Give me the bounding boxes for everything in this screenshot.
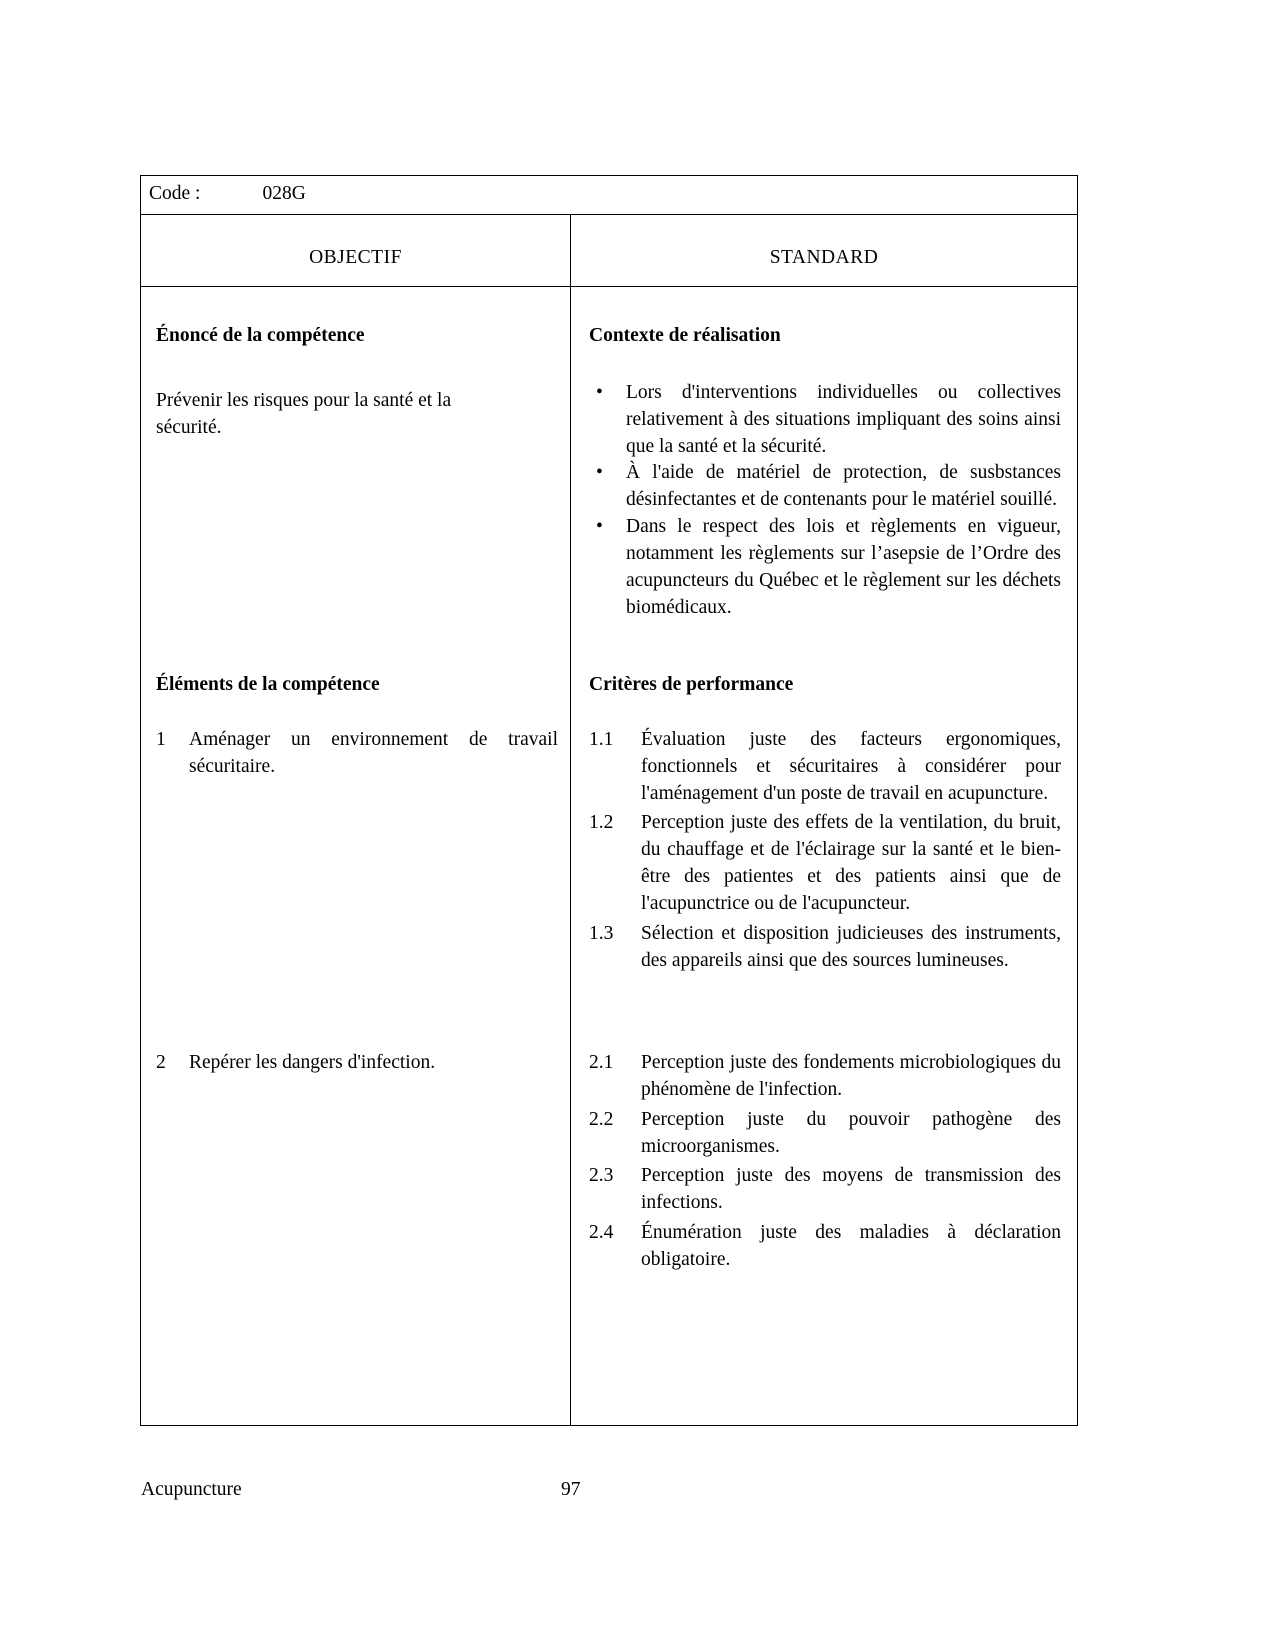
critere-text: Perception juste des effets de la ventilation, du bruit, du chauffage et de l'éclairage sur la santé et le bien-être des patientes et des patients ainsi que de l'acupunctrice ou de l'acupuncteur. (641, 812, 1061, 915)
table-body (141, 287, 1077, 1425)
contexte-heading: Contexte de réalisation (589, 324, 781, 346)
elements-heading: Éléments de la compétence (156, 673, 380, 695)
contexte-cell (571, 287, 1077, 663)
enonce-cell (141, 287, 571, 663)
bullet-text: Dans le respect des lois et règlements en vigueur, notamment les règlements sur l’asepsie de l’Ordre des acupuncteurs du Québec et le règlement sur les déchets biomédicaux. (626, 516, 1061, 618)
criteres-heading: Critères de performance (589, 673, 794, 695)
enonce-heading: Énoncé de la compétence (156, 324, 365, 346)
critere-item (589, 1220, 1061, 1274)
bullet-text: Lors d'interventions individuelles ou collectives relativement à des situations impliquant des soins ainsi que la santé et la sécurité. (626, 381, 1061, 457)
critere-text: Évaluation juste des facteurs ergonomiques, fonctionnels et sécuritaires à considérer pour l'aménagement d'un poste de travail en acupuncture. (641, 728, 1061, 804)
critere-text: Perception juste du pouvoir pathogène des microorganismes. (641, 1108, 1061, 1157)
element-number: 1 (156, 728, 166, 750)
element-text: Repérer les dangers d'infection. (189, 1051, 436, 1073)
standard-column-header: STANDARD (769, 246, 879, 268)
list-item (589, 380, 1061, 461)
critere-number: 2.1 (589, 1051, 614, 1073)
critere-number: 1.1 (589, 728, 614, 750)
critere-item (589, 921, 1061, 975)
critere-item (589, 1050, 1061, 1104)
critere-number: 2.2 (589, 1108, 614, 1130)
elements-cell-1 (141, 663, 571, 1046)
footer-page-number: 97 (561, 1479, 581, 1500)
objective-standard-table (140, 175, 1078, 1426)
critere-number: 1.3 (589, 923, 614, 945)
bullet-text: À l'aide de matériel de protection, de susbstances désinfectantes et de contenants pour le matériel souillé. (626, 462, 1061, 511)
bullet-icon (589, 380, 626, 461)
critere-text: Sélection et disposition judicieuses des instruments, des appareils ainsi que des sources lumineuses. (641, 923, 1061, 971)
list-item (589, 514, 1061, 622)
list-item (589, 460, 1061, 514)
critere-item (589, 810, 1061, 918)
criteres-cell-1 (571, 663, 1077, 1046)
elements-cell-2 (141, 1046, 571, 1425)
element-text: Aménager un environnement de travail sécuritaire. (189, 728, 558, 777)
criteres-cell-2 (571, 1046, 1077, 1425)
column-header-row (141, 215, 1077, 287)
critere-number: 2.3 (589, 1165, 614, 1187)
bullet-icon (589, 514, 626, 622)
code-row (141, 176, 1077, 215)
bullet-icon (589, 460, 626, 514)
objectif-column-header: OBJECTIF (141, 215, 571, 286)
code-value: 028G (262, 183, 306, 204)
critere-text: Énumération juste des maladies à déclaration obligatoire. (641, 1222, 1061, 1271)
critere-text: Perception juste des moyens de transmission des infections. (641, 1165, 1061, 1214)
critere-number: 1.2 (589, 812, 614, 834)
code-label: Code : (149, 183, 201, 204)
critere-item (589, 727, 1061, 808)
element-number: 2 (156, 1051, 166, 1073)
element-item (156, 1050, 558, 1077)
critere-item (589, 1107, 1061, 1161)
critere-item (589, 1163, 1061, 1217)
critere-number: 2.4 (589, 1222, 614, 1244)
footer-document-title: Acupuncture (141, 1479, 242, 1500)
enonce-text: Prévenir les risques pour la santé et la sécurité. (156, 389, 452, 438)
element-item (156, 727, 558, 781)
critere-text: Perception juste des fondements microbiologiques du phénomène de l'infection. (641, 1051, 1061, 1100)
